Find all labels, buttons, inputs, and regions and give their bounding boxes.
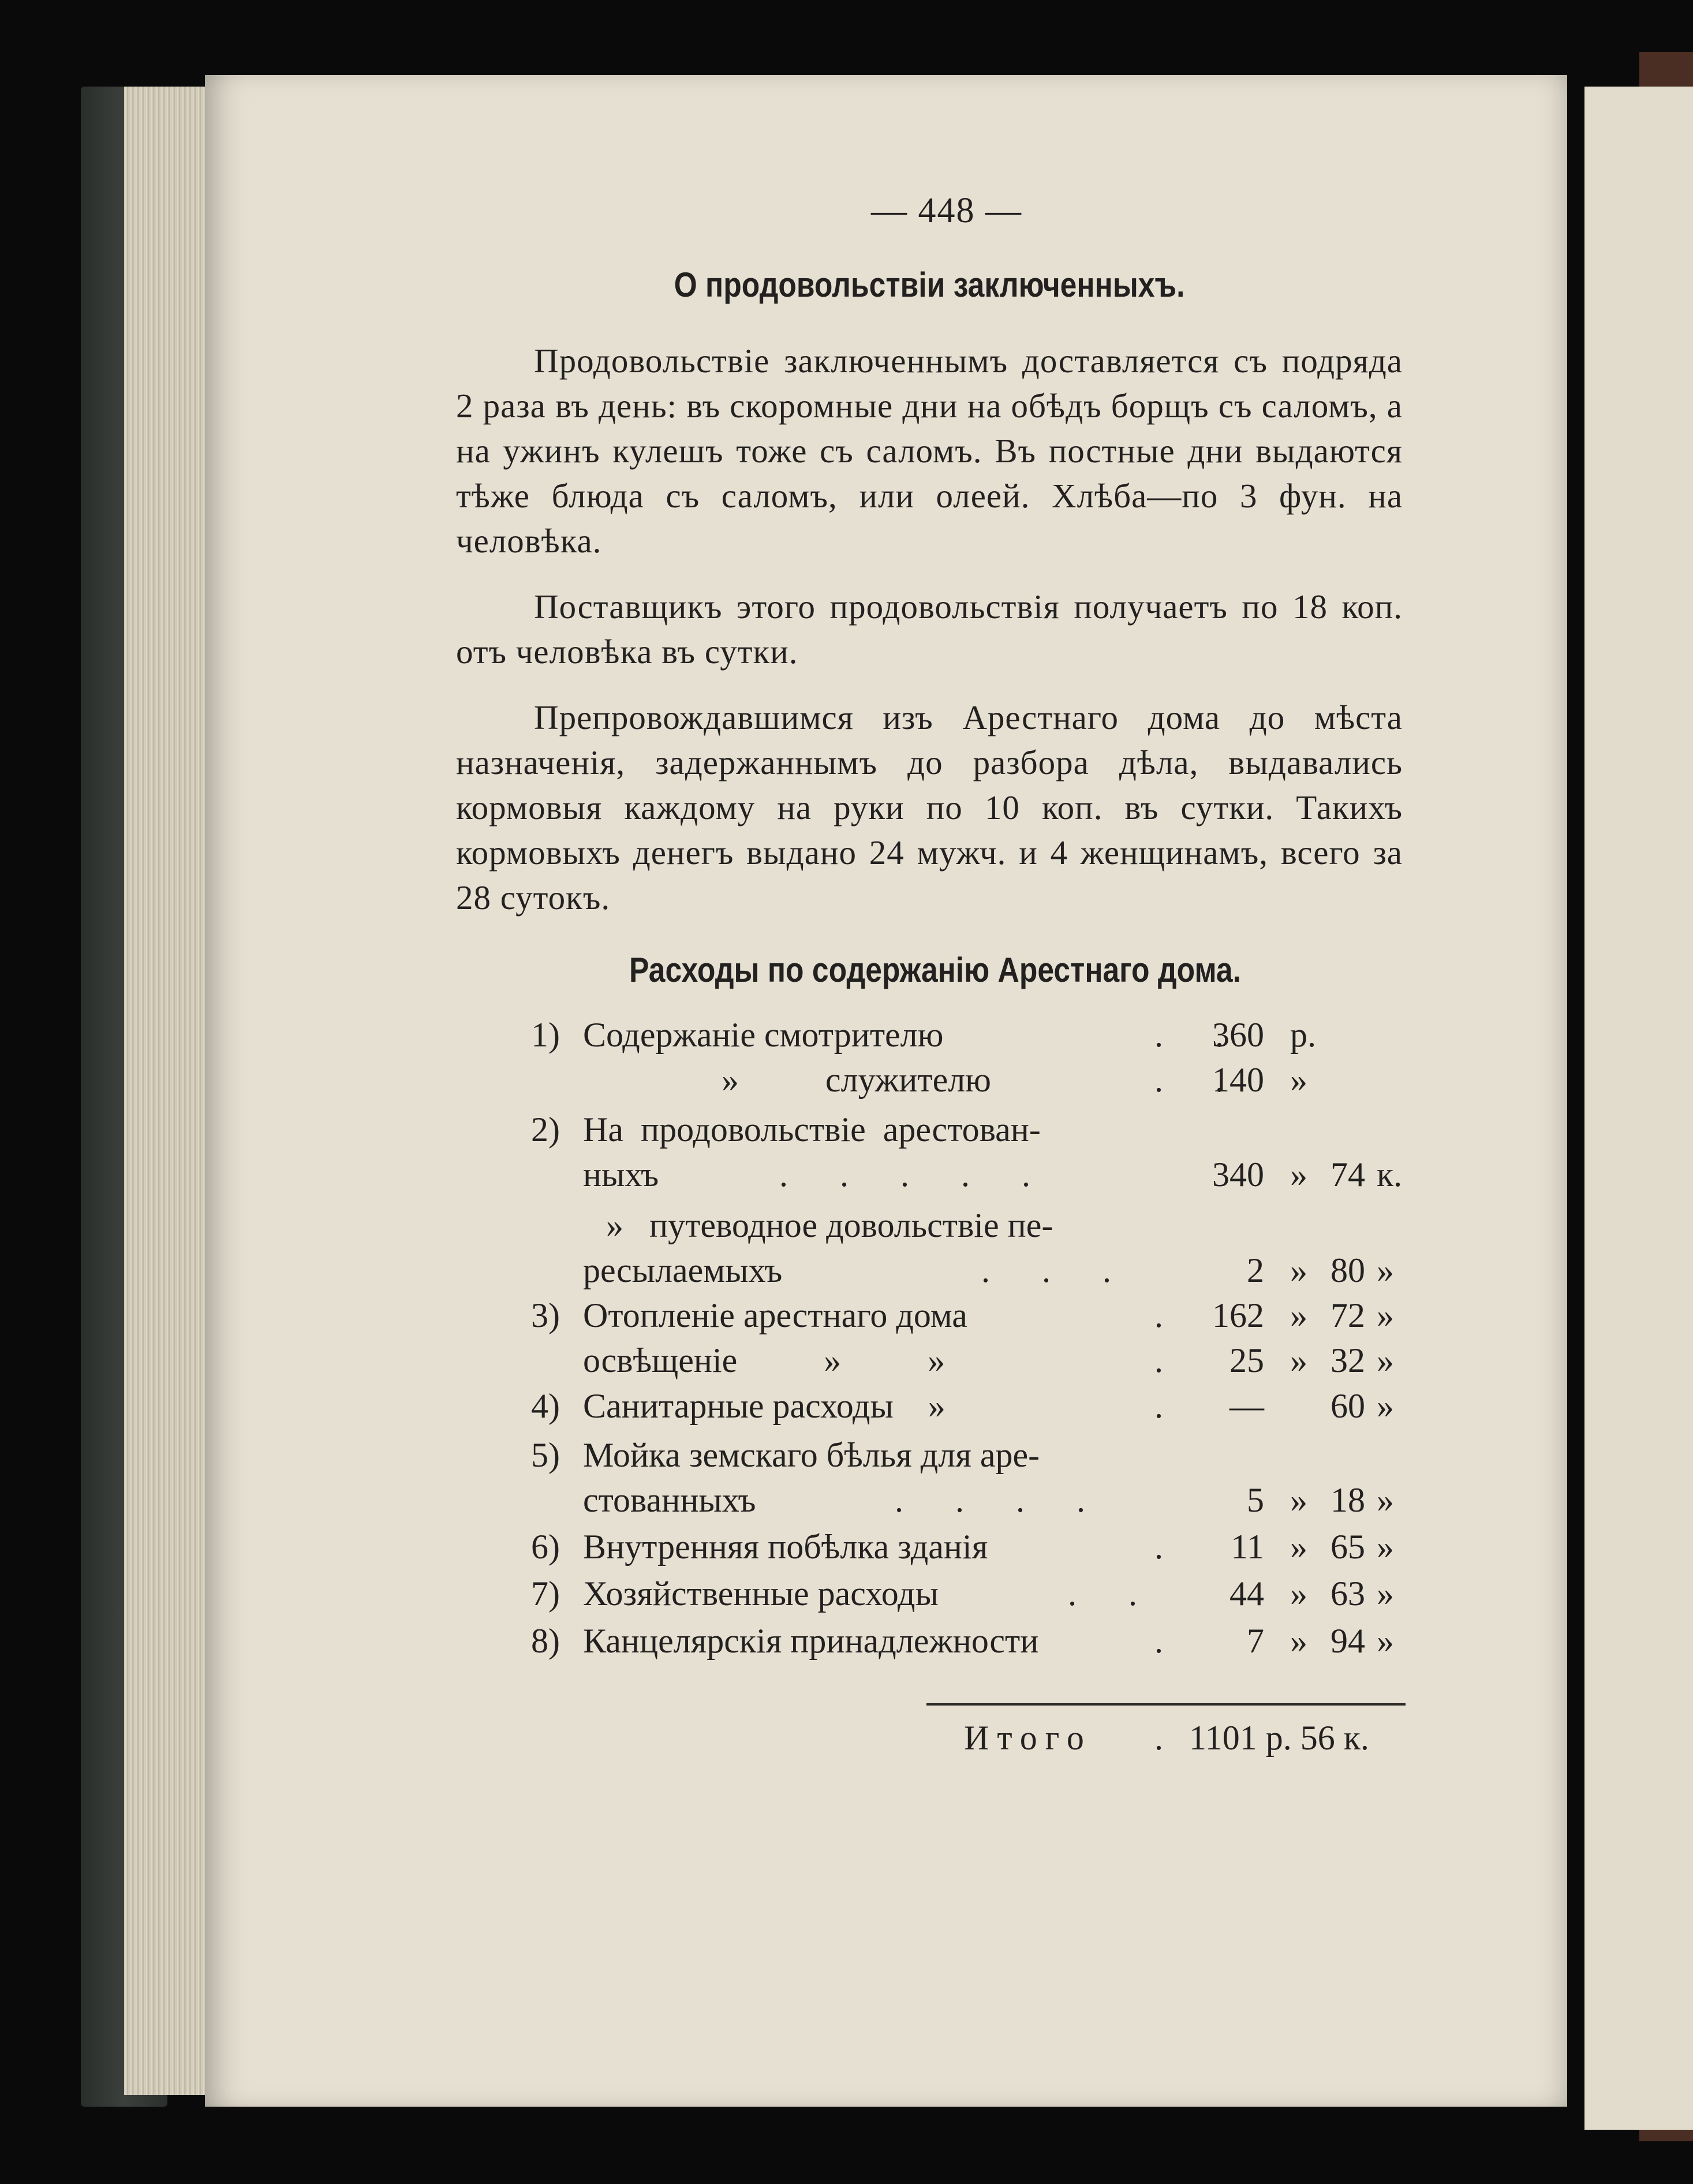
expense-rubles: 5 — [1247, 1481, 1264, 1519]
expense-row — [456, 1060, 1403, 1105]
section-heading-expenses: Расходы по содержанію Арестнаго дома. — [629, 951, 1241, 989]
facing-page — [1584, 87, 1693, 2130]
expense-kopecks-unit: » — [1377, 1575, 1394, 1613]
expense-number: 6) — [531, 1528, 560, 1566]
expense-label: Мойка земскаго бѣлья для аре- — [583, 1436, 1040, 1474]
expenses-table — [456, 1015, 1403, 1757]
expense-rubles-unit: » — [1290, 1155, 1307, 1194]
expense-rubles: 162 — [1212, 1296, 1264, 1334]
total-rule — [926, 1703, 1406, 1706]
expense-label: » путеводное довольствіе пе- — [606, 1206, 1053, 1244]
expense-number: 1) — [531, 1016, 560, 1054]
leader-dots: . . . . — [895, 1481, 1085, 1519]
expense-rubles-unit: » — [1290, 1575, 1307, 1613]
leader-dots: . . — [1154, 1016, 1224, 1054]
expense-row — [456, 1574, 1403, 1619]
expense-kopecks: 80 — [1331, 1251, 1365, 1289]
expense-rubles-unit: р. — [1290, 1016, 1316, 1054]
expense-row — [456, 1527, 1403, 1572]
expense-rubles: 7 — [1247, 1622, 1264, 1660]
leader-dots: . . — [1154, 1061, 1224, 1099]
expense-row — [456, 1341, 1403, 1386]
leader-dots: . — [1154, 1387, 1163, 1425]
expense-rubles-unit: » — [1290, 1528, 1307, 1566]
expense-rubles: 2 — [1247, 1251, 1264, 1289]
expense-number: 3) — [531, 1296, 560, 1334]
expense-kopecks: 94 — [1331, 1622, 1365, 1660]
total-row — [964, 1718, 1092, 1758]
expense-row — [456, 1435, 1403, 1480]
expense-row — [456, 1206, 1403, 1251]
total-value: 1101 р. 56 к. — [1189, 1719, 1369, 1757]
leader-dots: . — [1154, 1622, 1163, 1660]
expense-row — [456, 1110, 1403, 1155]
expense-row — [456, 1015, 1403, 1060]
paragraph: Продовольствіе заключеннымъ доставляется съ подряда 2 раза въ день: въ скоромные дни на обѣдъ борщъ съ саломъ, а на ужинъ кулешъ тоже съ саломъ. Въ постные дни выдаются тѣже блюда съ саломъ, или олеей. Хлѣба—по 3 фун. на человѣка. — [456, 342, 1403, 560]
expense-label: Отопленіе арестнаго дома — [583, 1296, 967, 1334]
leader-dots: . . . — [981, 1251, 1111, 1289]
expense-rubles: 44 — [1229, 1575, 1264, 1613]
expense-kopecks-unit: к. — [1377, 1155, 1403, 1194]
expense-row — [456, 1621, 1403, 1666]
expense-label: ныхъ — [583, 1155, 659, 1194]
expense-number: 7) — [531, 1575, 560, 1613]
expense-rubles: 140 — [1212, 1061, 1264, 1099]
expense-kopecks-unit: » — [1377, 1341, 1394, 1379]
expense-row — [456, 1386, 1403, 1431]
leader-dots: . — [1154, 1528, 1163, 1566]
expense-number: 8) — [531, 1622, 560, 1660]
expense-kopecks: 18 — [1331, 1481, 1365, 1519]
expense-rubles: — — [1229, 1387, 1264, 1425]
expense-label: Санитарные расходы » — [583, 1387, 945, 1425]
expense-kopecks: 74 — [1331, 1155, 1365, 1194]
expense-rubles-unit: » — [1290, 1341, 1307, 1379]
total-dot: . — [1154, 1719, 1163, 1757]
expense-rubles: 25 — [1229, 1341, 1264, 1379]
expense-number: 4) — [531, 1387, 560, 1425]
total-label: Итого — [964, 1719, 1092, 1757]
expense-number: 5) — [531, 1436, 560, 1474]
expense-rubles-unit: » — [1290, 1061, 1307, 1099]
page-content — [456, 190, 1403, 1757]
expense-row — [456, 1480, 1403, 1525]
expense-label: Хозяйственные расходы — [583, 1575, 939, 1613]
expense-kopecks-unit: » — [1377, 1528, 1394, 1566]
expense-kopecks-unit: » — [1377, 1296, 1394, 1334]
expense-label: Содержаніе смотрителю — [583, 1016, 944, 1054]
leader-dots: . — [1154, 1341, 1163, 1379]
expense-kopecks: 63 — [1331, 1575, 1365, 1613]
page-edges — [124, 87, 211, 2095]
expense-label: стованныхъ — [583, 1481, 756, 1519]
leader-dots: . — [1154, 1296, 1163, 1334]
expense-rubles-unit: » — [1290, 1296, 1307, 1334]
leader-dots: . . — [1068, 1575, 1137, 1613]
expense-kopecks: 60 — [1331, 1387, 1365, 1425]
expense-label: освѣщеніе » » — [583, 1341, 945, 1379]
expense-kopecks: 72 — [1331, 1296, 1365, 1334]
expense-row — [456, 1251, 1403, 1296]
expense-kopecks-unit: » — [1377, 1251, 1394, 1289]
expense-label: ресылаемыхъ — [583, 1251, 783, 1289]
paragraph: Препровождавшимся изъ Арестнаго дома до мѣста назначенія, задержаннымъ до разбора дѣла, выдавались кормовыя каждому на руки по 10 коп. въ сутки. Такихъ кормовыхъ денегъ выдано 24 мужч. и 4 женщинамъ, всего за 28 сутокъ. — [456, 698, 1403, 917]
leader-dots: . . . . . — [779, 1155, 1030, 1194]
expense-number: 2) — [531, 1110, 560, 1149]
expense-row — [456, 1296, 1403, 1341]
section-heading-food: О продовольствіи заключенныхъ. — [674, 265, 1185, 304]
expense-kopecks-unit: » — [1377, 1622, 1394, 1660]
expense-rubles-unit: » — [1290, 1251, 1307, 1289]
expense-rubles-unit: » — [1290, 1481, 1307, 1519]
expense-label: Канцелярскія принадлежности — [583, 1622, 1039, 1660]
expense-label: Внутренняя побѣлка зданія — [583, 1528, 988, 1566]
expense-row — [456, 1155, 1403, 1200]
expense-kopecks: 65 — [1331, 1528, 1365, 1566]
expense-kopecks-unit: » — [1377, 1481, 1394, 1519]
expense-rubles: 340 — [1212, 1155, 1264, 1194]
expense-label: На продовольствіе арестован- — [583, 1110, 1041, 1149]
expense-rubles-unit: » — [1290, 1622, 1307, 1660]
page-number: — 448 — — [871, 191, 1022, 230]
paragraph: Поставщикъ этого продовольствія получаетъ по 18 коп. отъ человѣка въ сутки. — [456, 588, 1403, 671]
expense-kopecks: 32 — [1331, 1341, 1365, 1379]
expense-rubles: 11 — [1231, 1528, 1264, 1566]
expense-kopecks-unit: » — [1377, 1387, 1394, 1425]
expense-rubles: 360 — [1212, 1016, 1264, 1054]
expense-label: » служителю — [722, 1061, 991, 1099]
